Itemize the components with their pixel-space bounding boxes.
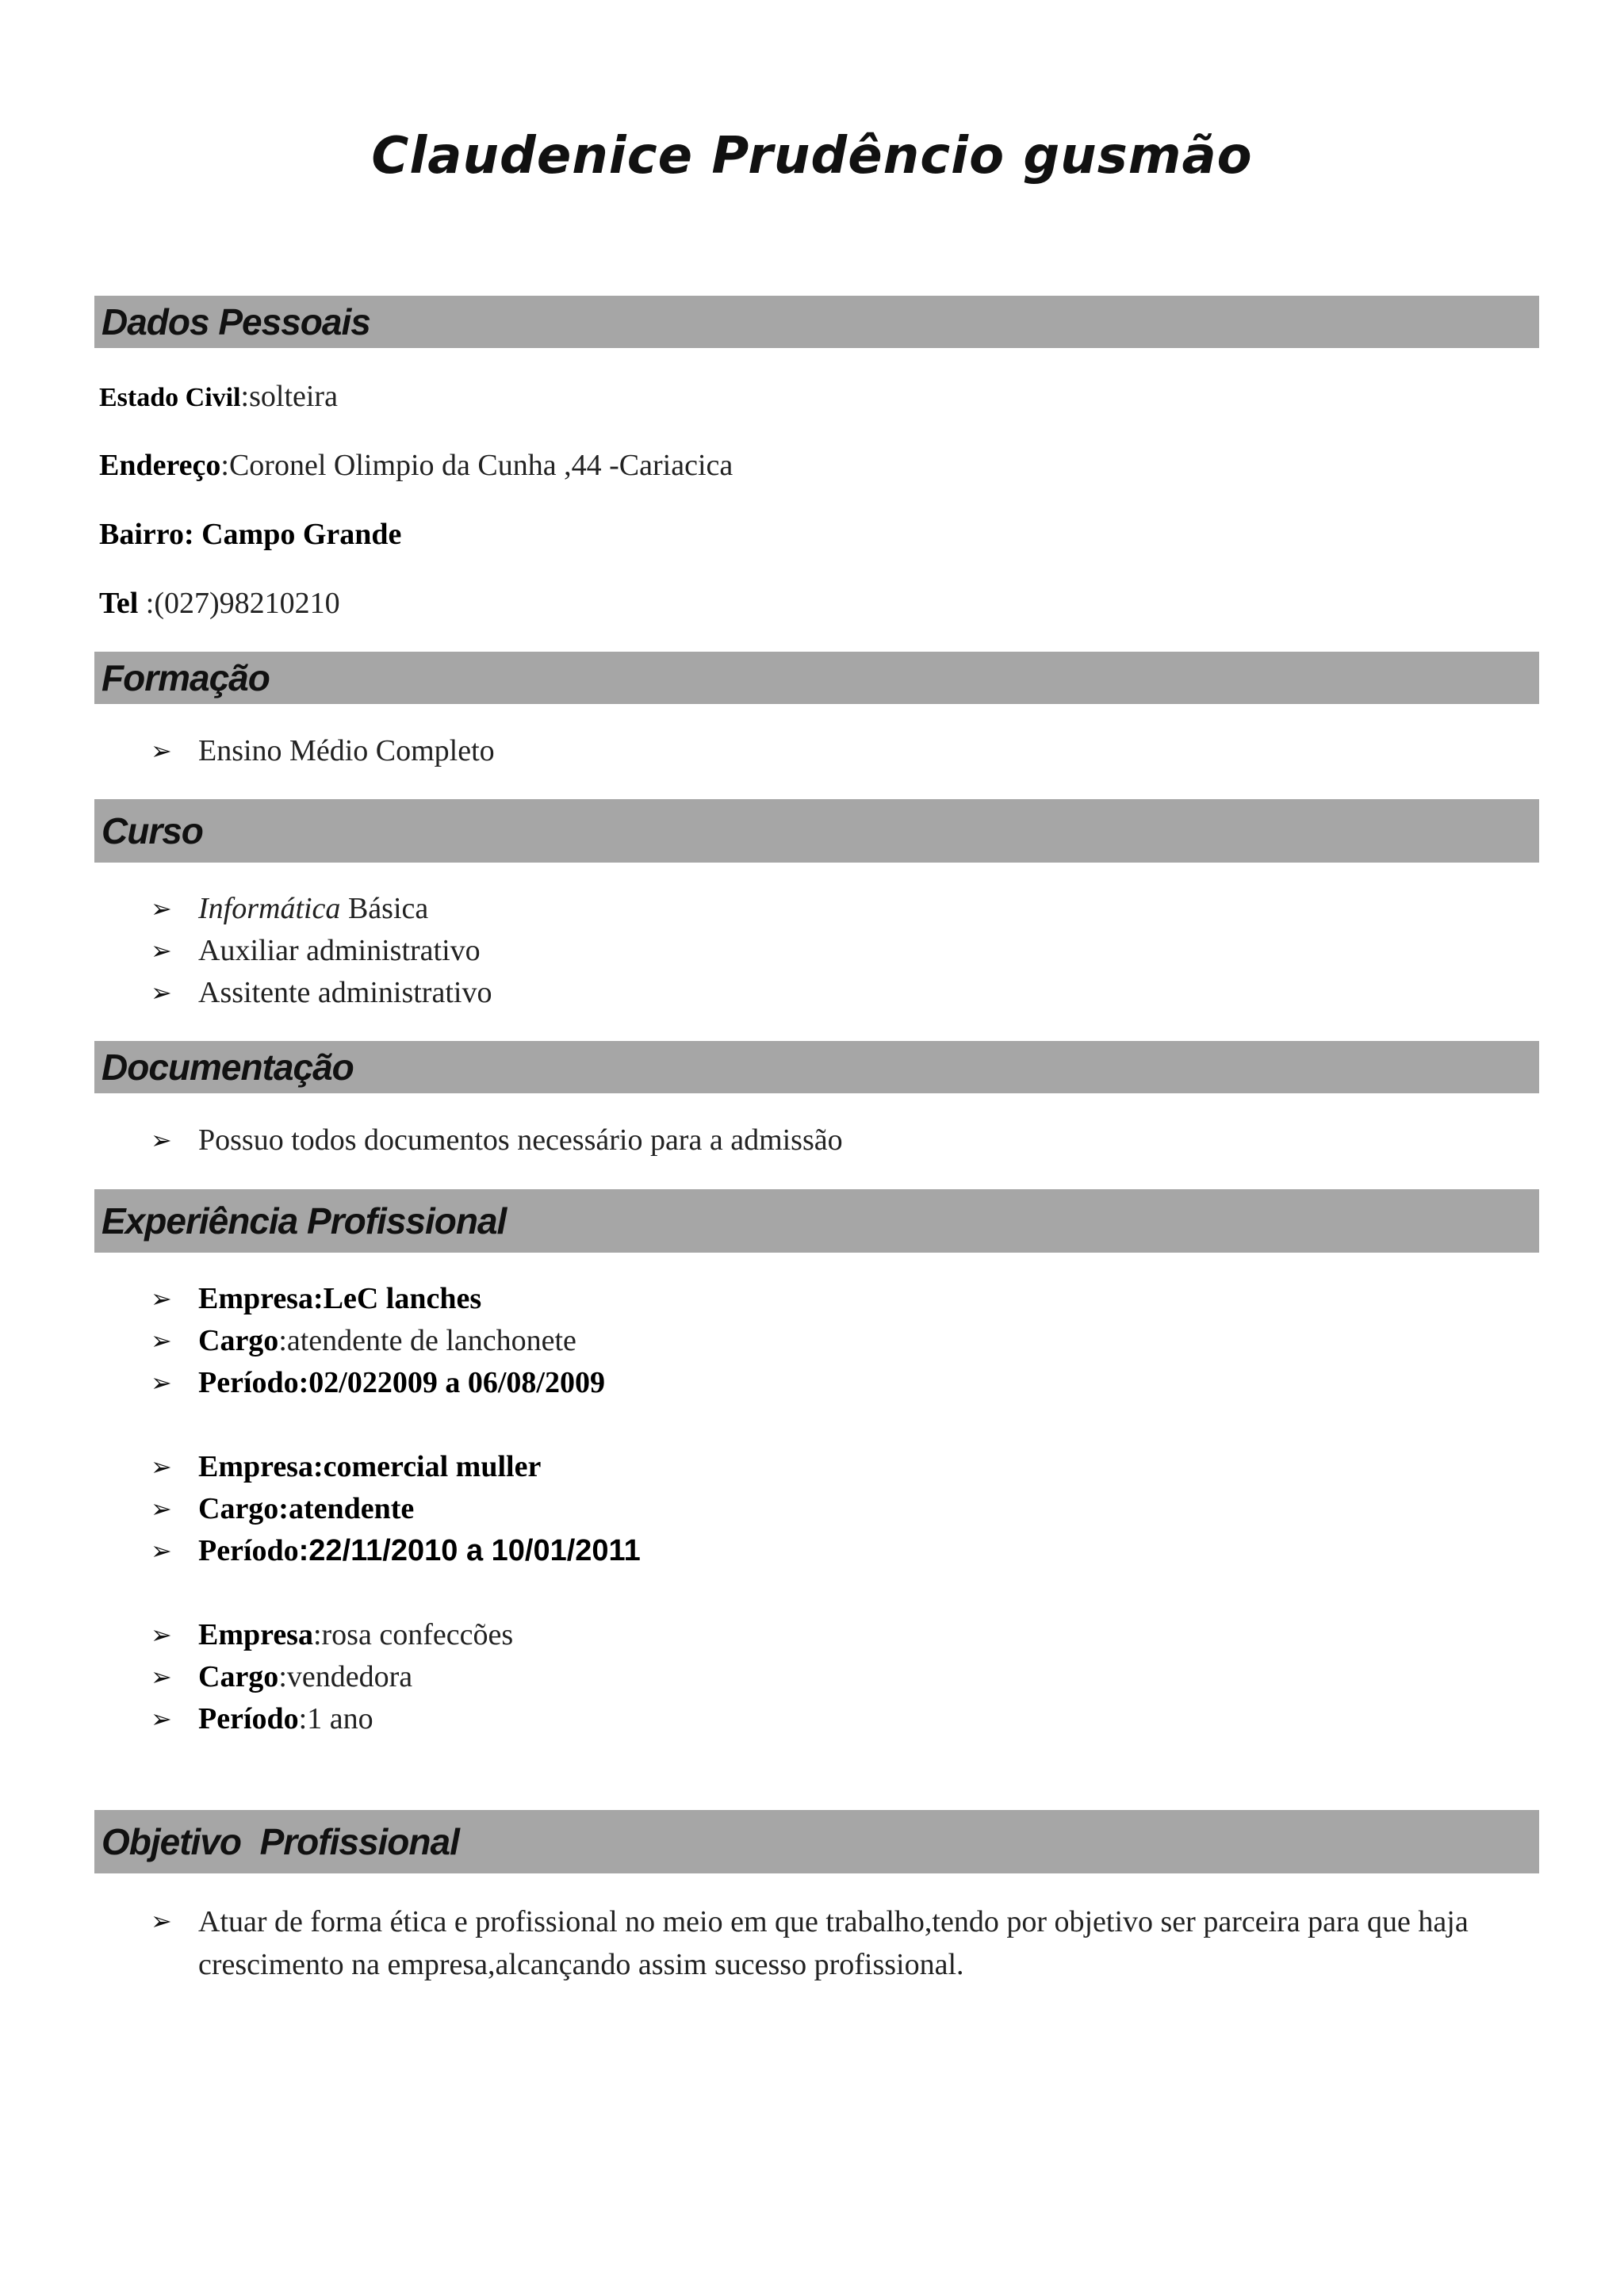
exp1-empresa-text: Empresa:LeC lanches	[198, 1282, 482, 1315]
exp1-cargo-label: Cargo	[198, 1324, 279, 1357]
exp1-periodo-text: Período:02/022009 a 06/08/2009	[198, 1366, 605, 1399]
bullet-arrow-icon: ➢	[151, 1662, 172, 1692]
bullet-arrow-icon: ➢	[151, 1368, 172, 1398]
curso-item-informatica	[198, 888, 428, 929]
bullet-arrow-icon: ➢	[151, 1620, 172, 1650]
exp3-periodo-value: :1 ano	[298, 1702, 373, 1735]
estado-civil-value: :solteira	[240, 380, 338, 413]
exp1-cargo	[198, 1320, 576, 1361]
bullet-arrow-icon: ➢	[151, 1906, 172, 1936]
section-header-dados-pessoais	[94, 296, 1539, 348]
curso-item-auxiliar: Auxiliar administrativo	[198, 934, 481, 967]
exp2-cargo	[198, 1488, 414, 1529]
bullet-arrow-icon: ➢	[151, 936, 172, 966]
estado-civil-label: Estado Civil	[99, 383, 241, 412]
section-title: Documentação	[102, 1047, 354, 1088]
section-title: Experiência Profissional	[102, 1200, 507, 1242]
exp1-cargo-value: :atendente de lanchonete	[278, 1324, 576, 1357]
telefone-label: Tel	[99, 587, 146, 620]
section-header-experiencia	[94, 1189, 1539, 1253]
bullet-arrow-icon: ➢	[151, 736, 172, 766]
exp1-empresa	[198, 1278, 481, 1319]
exp2-empresa-text: Empresa:comercial muller	[198, 1450, 542, 1483]
documentacao-item: Possuo todos documentos necessário para a admissão	[198, 1123, 843, 1157]
curso-item-italic: Informática	[198, 892, 341, 925]
telefone-line	[99, 583, 340, 624]
curso-item-assistente: Assitente administrativo	[198, 976, 492, 1009]
curso-item-rest: Básica	[340, 892, 429, 925]
formacao-item: Ensino Médio Completo	[198, 734, 495, 767]
bullet-arrow-icon: ➢	[151, 1284, 172, 1314]
objetivo-text: Atuar de forma ética e profissional no meio em que trabalho,tendo por objetivo ser parceira para que haja crescimento na empresa,alcançando assim sucesso profissional.	[198, 1905, 1469, 1981]
exp2-periodo-label: Período	[198, 1534, 299, 1567]
telefone-value: :(027)98210210	[145, 587, 340, 620]
bullet-arrow-icon: ➢	[151, 1536, 172, 1566]
exp2-periodo	[198, 1530, 641, 1571]
section-title: Formação	[102, 657, 270, 698]
section-header-curso	[94, 799, 1539, 863]
exp3-cargo-label: Cargo	[198, 1660, 279, 1693]
bullet-arrow-icon: ➢	[151, 1452, 172, 1482]
exp3-cargo	[198, 1656, 412, 1697]
endereco-label: Endereço	[99, 449, 221, 482]
exp3-cargo-value: :vendedora	[278, 1660, 413, 1693]
exp1-periodo	[198, 1362, 605, 1403]
bullet-arrow-icon: ➢	[151, 1494, 172, 1524]
section-header-documentacao	[94, 1041, 1539, 1093]
exp2-cargo-text: Cargo:atendente	[198, 1492, 415, 1525]
exp3-empresa	[198, 1614, 513, 1655]
exp3-empresa-value: :rosa confeccões	[312, 1618, 514, 1651]
bairro-text: Bairro: Campo Grande	[99, 518, 402, 551]
section-header-formacao	[94, 652, 1539, 704]
exp2-periodo-value: :22/11/2010 a 10/01/2011	[298, 1534, 641, 1567]
section-title: Objetivo Profissional	[102, 1821, 459, 1862]
section-header-objetivo	[94, 1810, 1539, 1873]
exp3-periodo-label: Período	[198, 1702, 299, 1735]
bullet-arrow-icon: ➢	[151, 1326, 172, 1356]
exp2-empresa	[198, 1446, 541, 1487]
endereco-line	[99, 445, 733, 486]
bullet-arrow-icon: ➢	[151, 1704, 172, 1734]
resume-name: Claudenice Prudêncio gusmão	[371, 127, 1253, 186]
bullet-arrow-icon: ➢	[151, 894, 172, 924]
endereco-value: :Coronel Olimpio da Cunha ,44 -Cariacica	[220, 449, 733, 482]
bullet-arrow-icon: ➢	[151, 1125, 172, 1155]
section-title: Dados Pessoais	[102, 301, 370, 342]
bairro-line	[99, 514, 401, 555]
estado-civil-line	[99, 376, 338, 419]
exp3-empresa-label: Empresa	[198, 1618, 313, 1651]
exp3-periodo	[198, 1698, 373, 1739]
section-title: Curso	[102, 810, 203, 851]
bullet-arrow-icon: ➢	[151, 978, 172, 1008]
